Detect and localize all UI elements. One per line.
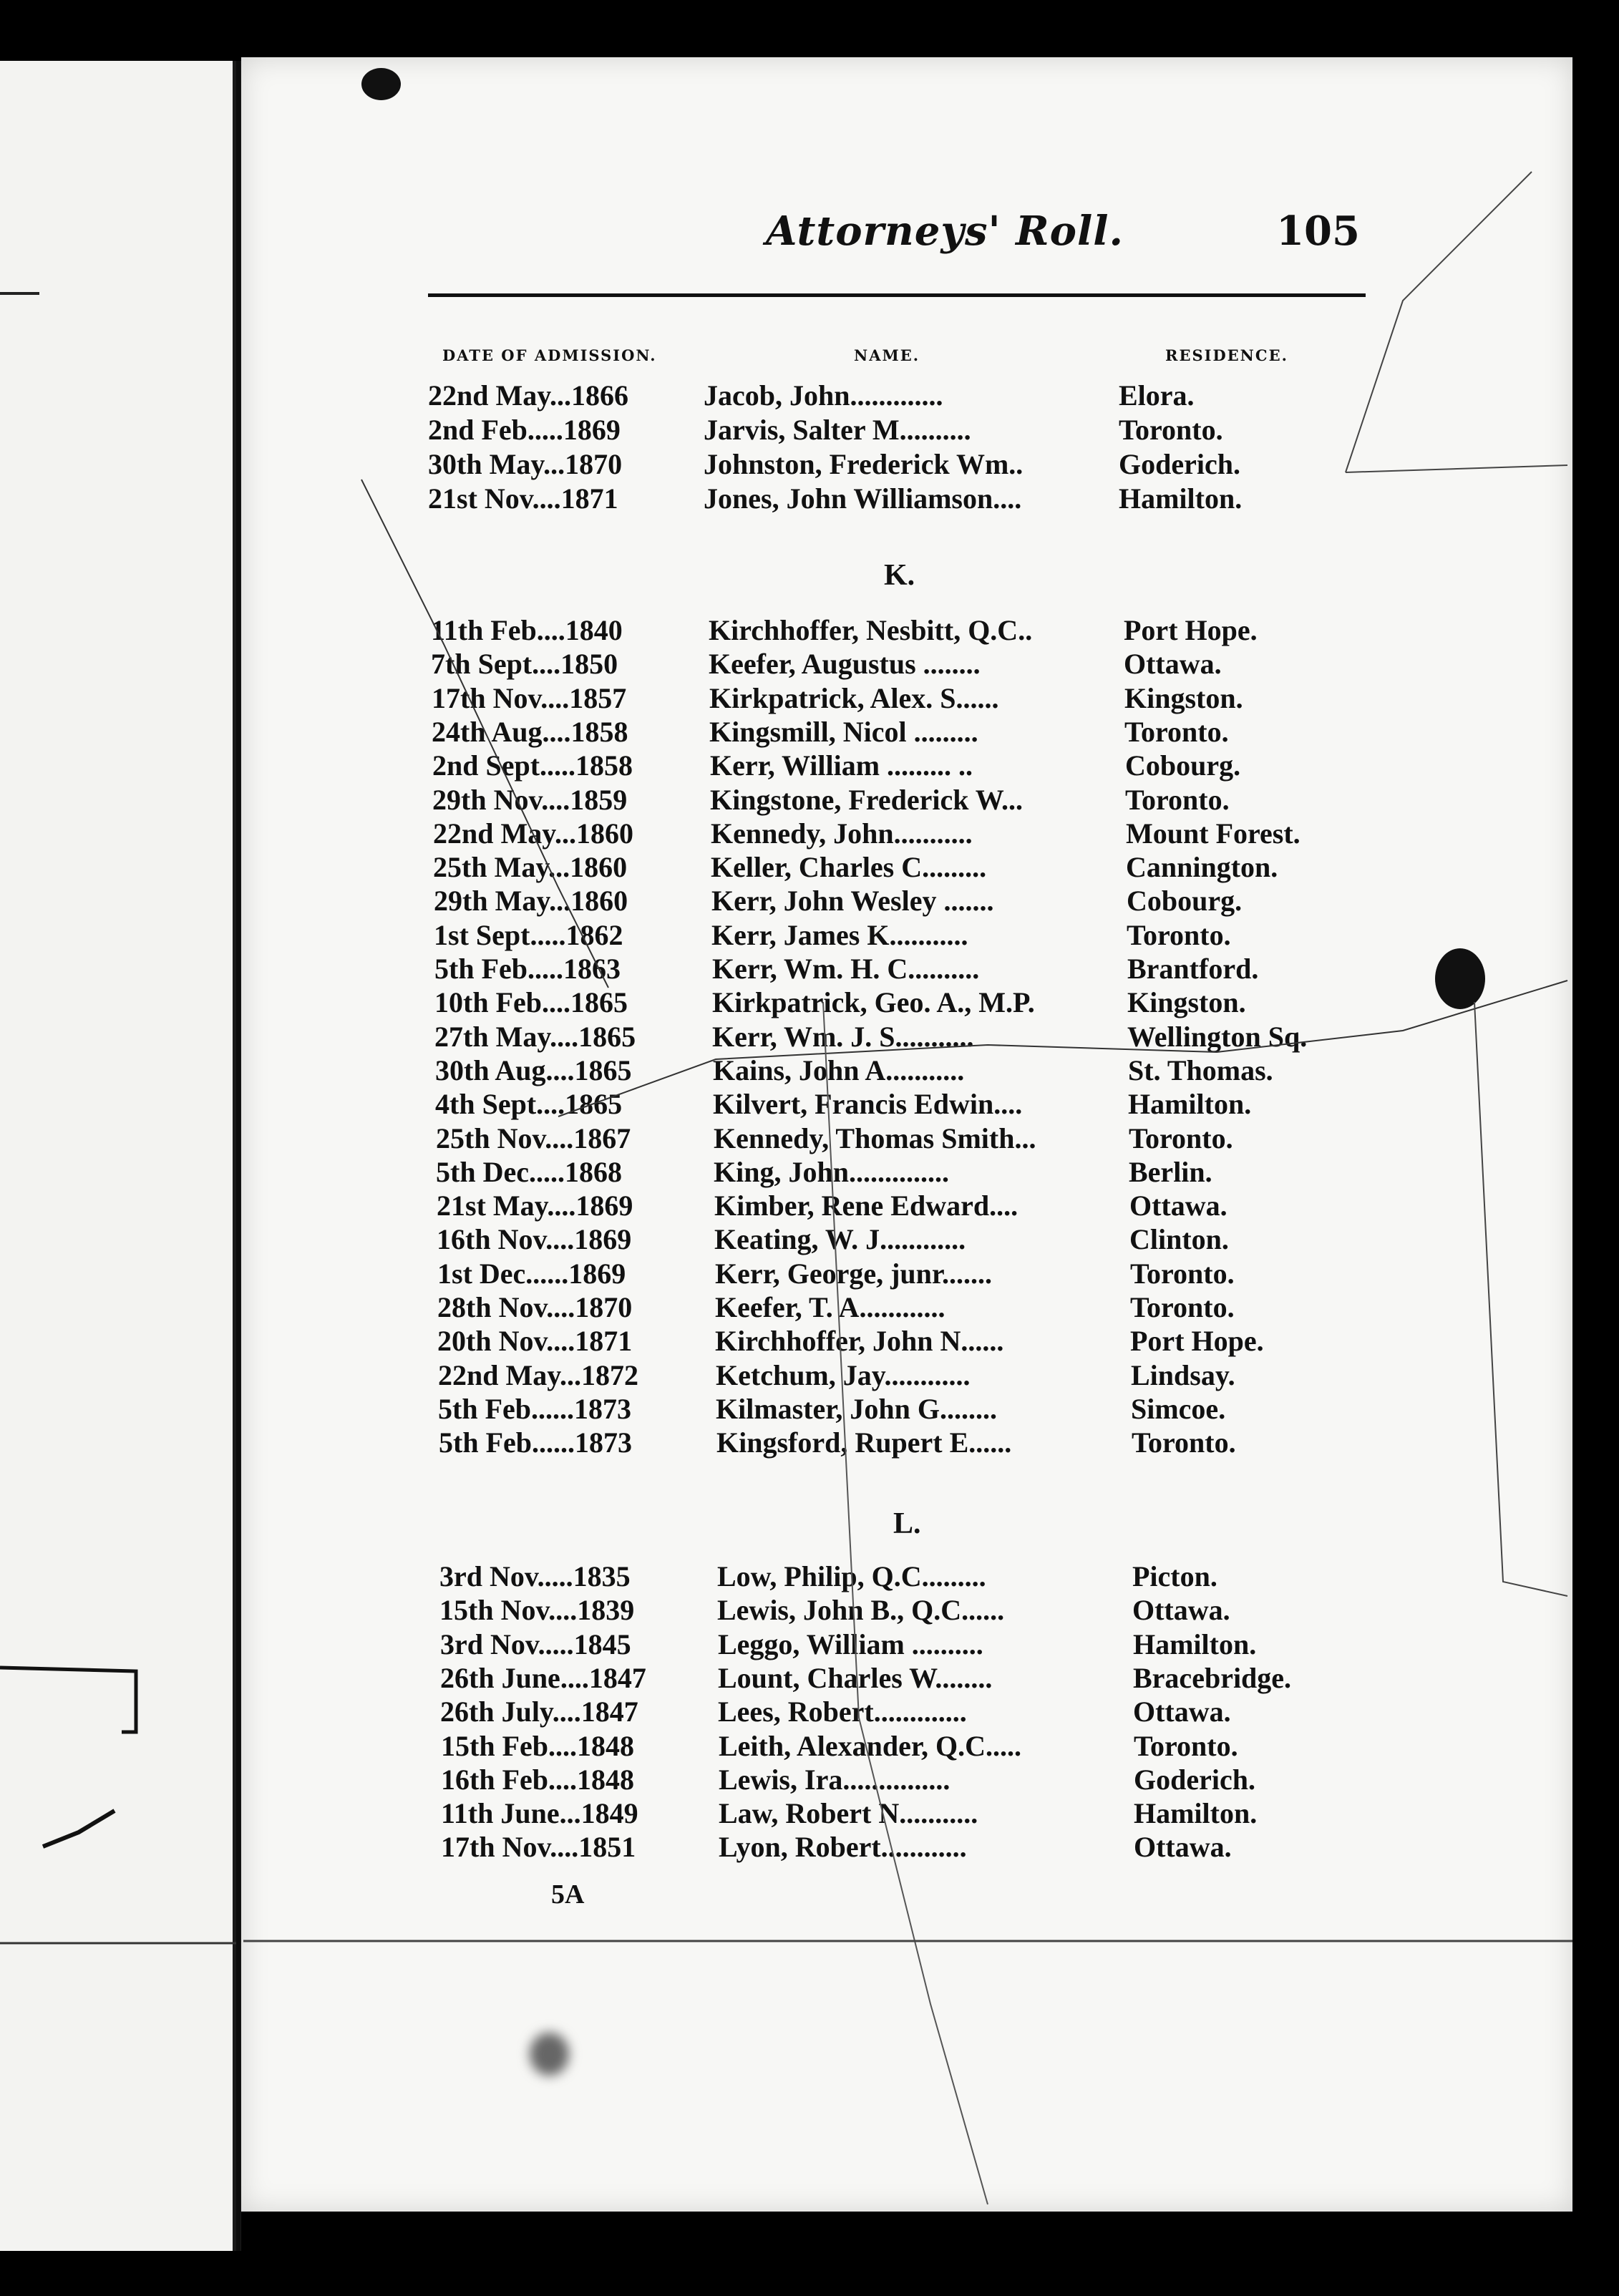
admission-date: 22nd May...1860 — [433, 817, 634, 850]
admission-date: 16th Nov....1869 — [437, 1223, 632, 1256]
residence: Simcoe. — [1131, 1392, 1226, 1425]
section-letter-k: K. — [884, 559, 915, 592]
admission-date: 21st Nov....1871 — [428, 482, 618, 515]
admission-date: 22nd May...1872 — [438, 1358, 639, 1391]
admission-date: 16th Feb....1848 — [441, 1763, 634, 1796]
residence: Toronto. — [1130, 1257, 1235, 1290]
attorney-name: Lount, Charles W........ — [718, 1661, 993, 1694]
residence: Ottawa. — [1134, 1831, 1232, 1864]
attorney-name: Lewis, John B., Q.C...... — [717, 1594, 1005, 1627]
ink-blot — [361, 68, 401, 100]
column-header-residence: RESIDENCE. — [1165, 346, 1288, 364]
attorney-name: Lyon, Robert............ — [719, 1831, 967, 1864]
residence: Ottawa. — [1124, 648, 1222, 681]
residence: Port Hope. — [1124, 614, 1258, 646]
admission-date: 3rd Nov.....1845 — [440, 1628, 631, 1660]
attorney-name: Kerr, James K........... — [711, 918, 968, 951]
attorney-name: King, John.............. — [714, 1155, 949, 1188]
admission-date: 10th Feb....1865 — [434, 986, 628, 1019]
residence: Ottawa. — [1132, 1594, 1230, 1627]
scan-smudge — [530, 2033, 569, 2076]
attorney-name: Kennedy, John........... — [711, 817, 973, 850]
binding-edge — [236, 61, 240, 2251]
residence: Cobourg. — [1125, 749, 1241, 782]
residence: Cobourg. — [1127, 885, 1243, 918]
admission-date: 15th Feb....1848 — [441, 1729, 634, 1762]
attorney-name: Kains, John A........... — [713, 1054, 965, 1086]
attorney-name: Lees, Robert............. — [718, 1696, 967, 1728]
attorney-name: Low, Philip, Q.C......... — [717, 1560, 986, 1592]
admission-date: 24th Aug....1858 — [432, 715, 628, 748]
attorney-name: Kilvert, Francis Edwin.... — [713, 1088, 1023, 1121]
ink-blot — [1435, 948, 1485, 1009]
attorney-name: Kirkpatrick, Geo. A., M.P. — [712, 986, 1035, 1019]
attorney-name: Kennedy, Thomas Smith... — [714, 1122, 1036, 1154]
residence: Hamilton. — [1128, 1088, 1252, 1121]
attorney-name: Kirchhoffer, John N...... — [715, 1325, 1004, 1358]
admission-date: 26th June....1847 — [440, 1661, 646, 1694]
attorney-name: Kerr, John Wesley ....... — [711, 885, 994, 918]
admission-date: 2nd Sept.....1858 — [432, 749, 633, 782]
residence: Hamilton. — [1119, 482, 1243, 515]
attorney-name: Kingsford, Rupert E...... — [716, 1426, 1012, 1459]
column-header-name: NAME. — [854, 346, 920, 364]
residence: Toronto. — [1124, 715, 1229, 748]
residence: Berlin. — [1129, 1155, 1212, 1188]
residence: Kingston. — [1124, 681, 1243, 714]
attorney-name: Kerr, George, junr....... — [715, 1257, 992, 1290]
residence: Goderich. — [1134, 1763, 1255, 1796]
residence: Toronto. — [1130, 1291, 1235, 1323]
admission-date: 28th Nov....1870 — [437, 1291, 633, 1323]
header-rule — [428, 293, 1366, 297]
attorney-name: Keating, W. J............ — [714, 1223, 966, 1256]
residence: Wellington Sq. — [1127, 1020, 1308, 1053]
attorney-name: Kilmaster, John G........ — [716, 1392, 997, 1425]
column-header-date: DATE OF ADMISSION. — [442, 346, 657, 364]
admission-date: 1st Sept.....1862 — [434, 918, 623, 951]
admission-date: 5th Feb......1873 — [438, 1392, 631, 1425]
admission-date: 1st Dec......1869 — [437, 1257, 626, 1290]
admission-date: 4th Sept....1865 — [435, 1088, 623, 1121]
admission-date: 26th July....1847 — [440, 1696, 638, 1728]
attorney-name: Law, Robert N........... — [719, 1797, 978, 1830]
attorney-name: Kingsmill, Nicol ......... — [709, 715, 978, 748]
page-header — [744, 208, 1374, 265]
admission-date: 25th May...1860 — [433, 851, 628, 884]
admission-date: 15th Nov....1839 — [439, 1594, 635, 1627]
attorney-name: Kimber, Rene Edward.... — [714, 1190, 1018, 1222]
admission-date: 2nd Feb.....1869 — [428, 414, 621, 446]
admission-date: 25th Nov....1867 — [436, 1122, 631, 1154]
admission-date: 17th Nov....1857 — [432, 681, 627, 714]
attorney-name: Kerr, William ......... .. — [710, 749, 973, 782]
left-page-margin-lines — [0, 0, 243, 2296]
residence: Kingston. — [1127, 986, 1246, 1019]
attorney-name: Leith, Alexander, Q.C..... — [719, 1729, 1021, 1762]
residence: Toronto. — [1132, 1426, 1236, 1459]
residence: St. Thomas. — [1128, 1054, 1273, 1086]
residence: Toronto. — [1125, 783, 1230, 816]
attorney-name: Johnston, Frederick Wm.. — [704, 448, 1024, 480]
attorney-name: Kirchhoffer, Nesbitt, Q.C.. — [709, 614, 1033, 646]
admission-date: 27th May....1865 — [434, 1020, 636, 1053]
admission-date: 3rd Nov.....1835 — [439, 1560, 631, 1592]
attorney-name: Jones, John Williamson.... — [704, 482, 1022, 515]
admission-date: 30th Aug....1865 — [435, 1054, 632, 1086]
admission-date: 17th Nov....1851 — [441, 1831, 636, 1864]
section-letter-l: L. — [893, 1507, 921, 1540]
residence: Lindsay. — [1131, 1358, 1235, 1391]
attorney-name: Keefer, T. A............ — [715, 1291, 945, 1323]
column-headers — [442, 346, 1316, 368]
attorney-name: Kerr, Wm. J. S........... — [712, 1020, 974, 1053]
admission-date: 5th Feb......1873 — [439, 1426, 632, 1459]
admission-date: 5th Feb.....1863 — [434, 953, 621, 985]
residence: Mount Forest. — [1126, 817, 1300, 850]
residence: Cannington. — [1126, 851, 1278, 884]
residence: Bracebridge. — [1133, 1661, 1292, 1694]
admission-date: 29th May...1860 — [434, 885, 628, 918]
admission-date: 11th Feb....1840 — [431, 614, 623, 646]
residence: Goderich. — [1119, 448, 1240, 480]
attorney-name: Lewis, Ira............... — [719, 1763, 951, 1796]
admission-date: 5th Dec.....1868 — [436, 1155, 622, 1188]
signature-mark: 5A — [551, 1879, 585, 1910]
residence: Toronto. — [1134, 1729, 1238, 1762]
residence: Elora. — [1119, 379, 1195, 412]
residence: Toronto. — [1127, 918, 1231, 951]
attorney-name: Kingstone, Frederick W... — [710, 783, 1024, 816]
attorney-name: Ketchum, Jay............ — [716, 1358, 971, 1391]
attorney-name: Kirkpatrick, Alex. S...... — [709, 681, 999, 714]
residence: Ottawa. — [1133, 1696, 1231, 1728]
residence: Picton. — [1132, 1560, 1217, 1592]
admission-date: 11th June...1849 — [441, 1797, 638, 1830]
residence: Hamilton. — [1133, 1628, 1257, 1660]
admission-date: 20th Nov....1871 — [437, 1325, 633, 1358]
attorney-name: Leggo, William .......... — [718, 1628, 983, 1660]
admission-date: 30th May...1870 — [428, 448, 623, 480]
admission-date: 7th Sept....1850 — [431, 648, 618, 681]
residence: Port Hope. — [1130, 1325, 1264, 1358]
residence: Toronto. — [1129, 1122, 1233, 1154]
attorney-name: Keller, Charles C......... — [711, 851, 987, 884]
admission-date: 29th Nov....1859 — [432, 783, 628, 816]
residence: Clinton. — [1129, 1223, 1229, 1256]
page-number: 105 — [1276, 208, 1360, 255]
attorney-name: Keefer, Augustus ........ — [709, 648, 981, 681]
residence: Hamilton. — [1134, 1797, 1258, 1830]
admission-date: 22nd May...1866 — [428, 379, 629, 412]
attorney-name: Jacob, John............. — [704, 379, 943, 412]
attorney-name: Jarvis, Salter M.......... — [704, 414, 971, 446]
running-title: Attorneys' Roll. — [766, 208, 1124, 255]
attorney-name: Kerr, Wm. H. C.......... — [712, 953, 980, 985]
residence: Toronto. — [1119, 414, 1223, 446]
residence: Brantford. — [1127, 953, 1259, 985]
admission-date: 21st May....1869 — [437, 1190, 633, 1222]
residence: Ottawa. — [1129, 1190, 1227, 1222]
